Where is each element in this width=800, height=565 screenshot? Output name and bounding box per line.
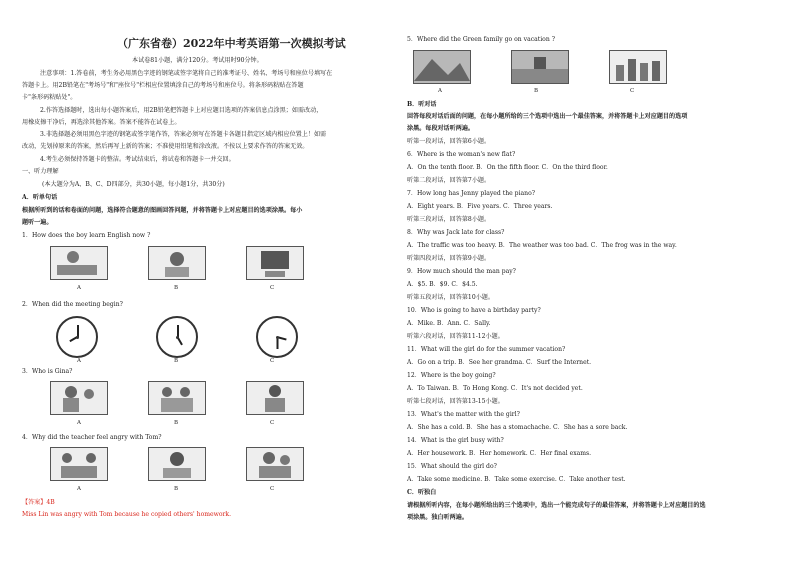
dialogue-line: 听第七段对话，回答第13-15小题。 (407, 398, 504, 405)
choice-label: A (77, 285, 81, 291)
note-line: 答题卡上。用2B铅笔在"考场号"和"座位号"栏相应位置填涂自己的考场号和座位号。将条形码粘贴在答题 (22, 82, 304, 89)
dialogue-line: 听第五段对话，回答第10小题。 (407, 294, 494, 301)
part-a-desc: 题听一遍。 (22, 219, 53, 226)
city-picture (609, 50, 667, 84)
clock-icon (256, 316, 298, 358)
question-4: 4．Why did the teacher feel angry with Tom? (22, 434, 162, 441)
options-line: A．Take some medicine. B．Take some exercise. C．Take another test. (407, 476, 626, 483)
homework-picture (148, 447, 206, 481)
options-line: A．Her housework. B．Her homework. C．Her final exams. (407, 450, 592, 457)
teacher-picture (246, 381, 304, 415)
section-heading: 一、听力理解 (22, 168, 59, 175)
options-line: A．Mike. B．Ann. C．Sally. (407, 320, 491, 327)
q5-pictures (413, 50, 667, 84)
question-line: 9．How much should the man pay? (407, 268, 516, 275)
question-1: 1．How does the boy learn English now ? (22, 232, 151, 239)
q2-clocks (56, 316, 298, 358)
choice-label: B (174, 420, 179, 426)
choice-label: A (77, 486, 81, 492)
part-a-desc: 根据所听到的话和卷面的问题，选择符合题意的图画回答问题，并将答题卡上对应题目的选项涂黑。每小 (22, 207, 303, 214)
dialogue-line: 听第一段对话，回答第6小题。 (407, 138, 491, 145)
part-c-desc: 项涂黑。独白听两遍。 (407, 514, 468, 521)
q3-pictures (50, 381, 304, 415)
dialogue-line: 听第六段对话，回答第11-12小题。 (407, 333, 504, 340)
question-line: 6．Where is the woman's new flat? (407, 151, 516, 158)
question-2: 2．When did the meeting begin? (22, 301, 123, 308)
answer-tag: 【答案】4B (22, 499, 55, 506)
options-line: A．Eight years. B．Five years. C．Three years. (407, 203, 553, 210)
angry-teacher-picture (246, 447, 304, 481)
beach-picture (511, 50, 569, 84)
choice-label: C (270, 420, 275, 426)
section-desc: (本大题分为A、B、C、D四部分，共30小题，每小题1分，共30分) (42, 181, 225, 188)
q1-pictures (50, 246, 304, 280)
part-b-heading: B．听对话 (407, 101, 437, 108)
choice-label: A (77, 420, 81, 426)
question-line: 8．Why was Jack late for class? (407, 229, 505, 236)
choice-label: B (534, 88, 539, 94)
answer-explanation: Miss Lin was angry with Tom because he copied others' homework. (22, 511, 232, 518)
choice-label: C (270, 358, 275, 364)
options-line: A．The traffic was too heavy. B．The weather was too bad. C．The frog was in the way. (407, 242, 677, 249)
question-line: 11．What will the girl do for the summer vacation? (407, 346, 566, 353)
mountain-picture (413, 50, 471, 84)
note-line: 4.考生必须保持答题卡的整洁。考试结束后，将试卷和答题卡一并交回。 (40, 156, 235, 163)
options-line: A．$5. B．$9. C．$4.5. (407, 281, 478, 288)
part-c-heading: C．听独白 (407, 489, 437, 496)
choice-label: A (438, 88, 442, 94)
question-line: 10．Who is going to have a birthday party? (407, 307, 541, 314)
question-line: 7．How long has Jenny played the piano? (407, 190, 536, 197)
part-b-desc: 回答每段对话后面的问题，在每小题所给的三个选项中选出一个最佳答案，并将答题卡上对应题目的选项 (407, 113, 688, 120)
clock-icon (156, 316, 198, 358)
question-3: 3．Who is Gina? (22, 368, 73, 375)
dialogue-line: 听第二段对话，回答第7小题。 (407, 177, 491, 184)
options-line: A．She has a cold. B．She has a stomachache. C．She has a sore back. (407, 424, 628, 431)
clock-icon (56, 316, 98, 358)
options-line: A．Go on a trip. B．See her grandma. C．Surf the Internet. (407, 359, 592, 366)
part-b-desc: 涂黑。每段对话听两遍。 (407, 125, 475, 132)
girl-picture (50, 381, 108, 415)
page-title: （广东省卷）2022年中考英语第一次模拟考试 (117, 37, 346, 50)
part-a-heading: A．听单句话 (22, 194, 58, 201)
choice-label: A (77, 358, 81, 364)
options-line: A．On the tenth floor. B．On the fifth floor. C．On the third floor. (407, 164, 608, 171)
question-line: 15．What should the girl do? (407, 463, 497, 470)
choice-label: B (174, 358, 179, 364)
options-line: A．To Taiwan. B．To Hong Kong. C．It's not decided yet. (407, 385, 583, 392)
question-line: 12．Where is the boy going? (407, 372, 496, 379)
note-line: 注意事项：1.答卷前，考生务必用黑色字迹的钢笔或签字笔将自己的准考证号、姓名、考场号和座位号填写在 (40, 70, 333, 77)
people-picture (148, 381, 206, 415)
note-line: 用橡皮擦干净后，再选涂其他答案。答案不能答在试卷上。 (22, 119, 181, 126)
choice-label: B (174, 486, 179, 492)
choice-label: C (270, 486, 275, 492)
question-line: 14．What is the girl busy with? (407, 437, 504, 444)
part-c-desc: 请根据所听内容，在每小题所给出的三个选项中，选出一个能完成句子的最佳答案，并将答题卡上对应题目的选 (407, 502, 706, 509)
choice-label: B (174, 285, 179, 291)
q4-pictures (50, 447, 304, 481)
note-line: 2.作答选择题时，选出每小题答案后，用2B铅笔把答题卡上对应题目选项的答案信息点涂黑；如需改动， (40, 107, 323, 114)
question-line: 13．What's the matter with the girl? (407, 411, 520, 418)
boy-reading-picture (50, 246, 108, 280)
note-line: 卡"条形码粘贴处"。 (22, 94, 77, 101)
note-line: 3.非选择题必须用黑色字迹的钢笔或签字笔作答，答案必须写在答题卡各题目指定区域内相应位置上！如需 (40, 131, 327, 138)
choice-label: C (630, 88, 635, 94)
note-line: 改动，先划掉原来的答案，然后再写上新的答案；不准使用铅笔和涂改液。不按以上要求作答的答案无效。 (22, 143, 309, 150)
computer-picture (246, 246, 304, 280)
boy-radio-picture (148, 246, 206, 280)
dialogue-line: 听第三段对话，回答第8小题。 (407, 216, 491, 223)
exam-info: 本试卷81小题，满分120分。考试用时90分钟。 (132, 57, 263, 64)
dialogue-line: 听第四段对话，回答第9小题。 (407, 255, 491, 262)
question-5: 5．Where did the Green family go on vacation ? (407, 36, 555, 43)
choice-label: C (270, 285, 275, 291)
classroom-picture (50, 447, 108, 481)
